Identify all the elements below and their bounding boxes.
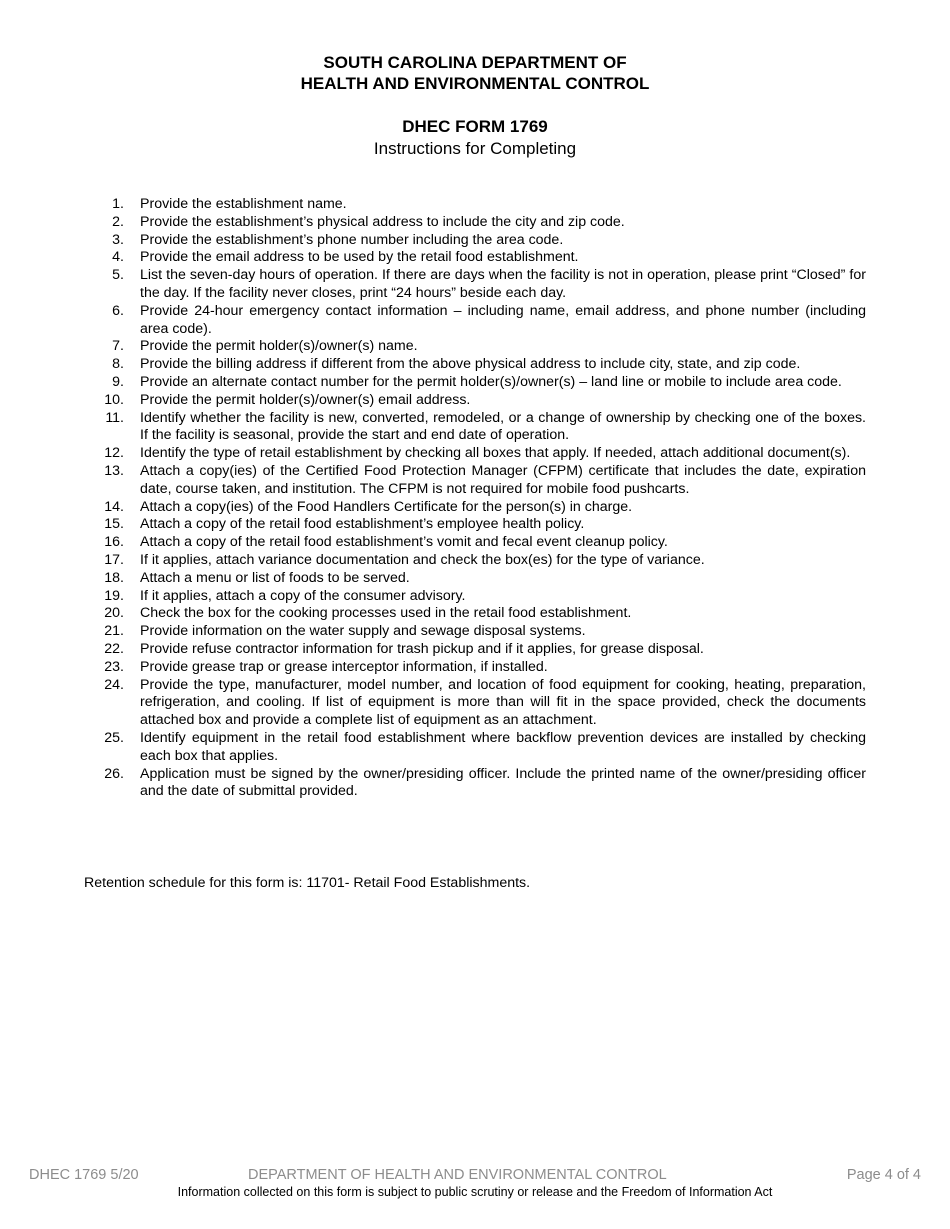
instruction-number: 7. bbox=[112, 338, 124, 355]
instruction-text: List the seven-day hours of operation. If there are days when the facility is not in operation, please print “Closed” for the day. If the facility never closes, print “24 hours” beside each day. bbox=[140, 267, 866, 301]
instruction-number: 8. bbox=[112, 356, 124, 373]
footer-form-code: DHEC 1769 5/20 bbox=[29, 1167, 139, 1183]
instruction-item bbox=[100, 552, 866, 570]
instruction-number: 11. bbox=[105, 409, 124, 426]
instruction-number: 18. bbox=[104, 569, 124, 586]
instruction-item bbox=[100, 463, 866, 499]
instruction-item bbox=[100, 766, 866, 802]
instruction-number: 13. bbox=[104, 462, 124, 479]
instruction-number: 26. bbox=[104, 765, 124, 782]
instruction-text: Provide the billing address if different from the above physical address to include city, state, and zip code. bbox=[140, 356, 801, 373]
instruction-text: Application must be signed by the owner/presiding officer. Include the printed name of the owner/presiding officer and the date of submittal provided. bbox=[140, 765, 866, 800]
instruction-number: 9. bbox=[112, 373, 124, 390]
instruction-number: 3. bbox=[112, 231, 124, 248]
instruction-text: Identify whether the facility is new, converted, remodeled, or a change of ownership by checking one of the boxes. If the facility is seasonal, provide the start and end date of operation. bbox=[140, 409, 866, 444]
instruction-text: Attach a copy(ies) of the Food Handlers Certificate for the person(s) in charge. bbox=[140, 498, 633, 515]
instruction-number: 5. bbox=[112, 267, 124, 284]
instruction-item bbox=[100, 232, 866, 250]
footer-page-number: Page 4 of 4 bbox=[846, 1167, 921, 1183]
instruction-item bbox=[100, 249, 866, 267]
instruction-text: Provide information on the water supply and sewage disposal systems. bbox=[140, 623, 586, 640]
instruction-text: Provide the type, manufacturer, model number, and location of food equipment for cooking, heating, preparation, refrigeration, and cooling. If list of equipment is more than will fit in the space provided, check the documents attached box and provide a complete list of equipment as an attachment. bbox=[140, 676, 866, 729]
instruction-text: If it applies, attach variance documentation and check the box(es) for the type of variance. bbox=[140, 551, 705, 568]
instruction-number: 12. bbox=[104, 445, 124, 462]
retention-schedule: Retention schedule for this form is: 11701- Retail Food Establishments. bbox=[84, 875, 531, 891]
agency-name-line-2: HEALTH AND ENVIRONMENTAL CONTROL bbox=[300, 74, 650, 93]
instruction-text: Identify the type of retail establishment by checking all boxes that apply. If needed, attach additional document(s). bbox=[140, 445, 851, 462]
instruction-number: 10. bbox=[104, 391, 124, 408]
instruction-number: 17. bbox=[104, 551, 124, 568]
instruction-item bbox=[100, 374, 866, 392]
footer-foia-note: Information collected on this form is subject to public scrutiny or release and the Freedom of Information Act bbox=[177, 1185, 773, 1199]
instruction-item bbox=[100, 534, 866, 552]
instruction-text: If it applies, attach a copy of the consumer advisory. bbox=[140, 587, 466, 604]
instruction-item bbox=[100, 410, 866, 446]
instruction-number: 16. bbox=[104, 534, 124, 551]
instruction-text: Provide refuse contractor information for trash pickup and if it applies, for grease disposal. bbox=[140, 640, 704, 657]
instruction-number: 24. bbox=[104, 676, 124, 693]
instruction-item bbox=[100, 623, 866, 641]
instruction-text: Provide the permit holder(s)/owner(s) email address. bbox=[140, 391, 471, 408]
instruction-item bbox=[100, 356, 866, 374]
instruction-item bbox=[100, 303, 866, 339]
instruction-item bbox=[100, 196, 866, 214]
instruction-item bbox=[100, 445, 866, 463]
instruction-text: Identify equipment in the retail food establishment where backflow prevention devices are installed by checking each box that applies. bbox=[140, 729, 866, 764]
instruction-number: 15. bbox=[104, 516, 124, 533]
instruction-text: Provide 24-hour emergency contact information – including name, email address, and phone number (including area code). bbox=[140, 302, 866, 337]
document-header bbox=[0, 52, 950, 160]
instruction-text: Attach a menu or list of foods to be served. bbox=[140, 569, 410, 586]
instruction-number: 20. bbox=[104, 605, 124, 622]
instruction-number: 6. bbox=[112, 302, 124, 319]
instruction-number: 22. bbox=[104, 640, 124, 657]
instruction-text: Provide the email address to be used by the retail food establishment. bbox=[140, 249, 579, 266]
instruction-item bbox=[100, 267, 866, 303]
instruction-number: 21. bbox=[104, 623, 124, 640]
instruction-item bbox=[100, 588, 866, 606]
instruction-item bbox=[100, 499, 866, 517]
instruction-number: 19. bbox=[104, 587, 124, 604]
instruction-text: Provide the establishment’s physical address to include the city and zip code. bbox=[140, 213, 625, 230]
instruction-item bbox=[100, 570, 866, 588]
instruction-item bbox=[100, 677, 866, 730]
instruction-number: 14. bbox=[104, 498, 124, 515]
instruction-text: Provide the establishment’s phone number including the area code. bbox=[140, 231, 564, 248]
instruction-item bbox=[100, 214, 866, 232]
instruction-number: 4. bbox=[112, 249, 124, 266]
instruction-text: Provide an alternate contact number for the permit holder(s)/owner(s) – land line or mobile to include area code. bbox=[140, 373, 842, 390]
instruction-text: Provide the establishment name. bbox=[140, 196, 347, 212]
instruction-text: Attach a copy of the retail food establishment’s employee health policy. bbox=[140, 516, 585, 533]
instruction-item bbox=[100, 641, 866, 659]
form-subtitle: Instructions for Completing bbox=[373, 139, 577, 158]
instruction-item bbox=[100, 659, 866, 677]
instruction-text: Provide the permit holder(s)/owner(s) name. bbox=[140, 338, 418, 355]
instructions-list bbox=[100, 196, 866, 801]
instruction-item bbox=[100, 338, 866, 356]
instruction-number: 2. bbox=[112, 213, 124, 230]
instruction-number: 25. bbox=[104, 729, 124, 746]
form-title: DHEC FORM 1769 bbox=[402, 117, 548, 136]
instruction-text: Attach a copy(ies) of the Certified Food Protection Manager (CFPM) certificate that includes the date, expiration date, course taken, and institution. The CFPM is not required for mobile food pushcarts. bbox=[140, 462, 866, 497]
instruction-number: 1. bbox=[112, 196, 124, 212]
instruction-item bbox=[100, 605, 866, 623]
instruction-text: Check the box for the cooking processes used in the retail food establishment. bbox=[140, 605, 632, 622]
instruction-number: 23. bbox=[104, 658, 124, 675]
footer-department: DEPARTMENT OF HEALTH AND ENVIRONMENTAL CONTROL bbox=[248, 1167, 667, 1183]
page-footer bbox=[0, 1167, 950, 1185]
agency-name-line-1: SOUTH CAROLINA DEPARTMENT OF bbox=[323, 53, 627, 72]
instruction-text: Provide grease trap or grease interceptor information, if installed. bbox=[140, 658, 548, 675]
instruction-item bbox=[100, 730, 866, 766]
instruction-item bbox=[100, 392, 866, 410]
instruction-text: Attach a copy of the retail food establishment’s vomit and fecal event cleanup policy. bbox=[140, 534, 668, 551]
instruction-item bbox=[100, 516, 866, 534]
